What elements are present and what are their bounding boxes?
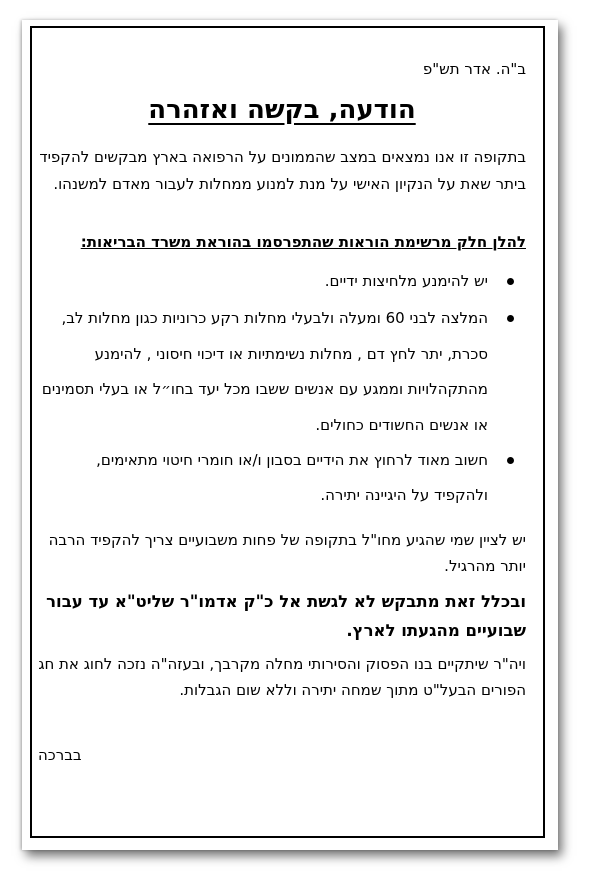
- instructions-list: [38, 264, 526, 513]
- list-item: [38, 301, 526, 443]
- page-title: הודעה, בקשה ואזהרה: [148, 95, 416, 125]
- closing-paragraph: ויה"ר שיתקיים בנו הפסוק והסירותי מחלה מקרבך, ובעזה"ה נזכה לחוג את חג הפורים הבעל"ט מתוך שמחה יתירה וללא שום הגבלות.: [38, 655, 526, 699]
- note-paragraph: יש לציין שמי שהגיע מחו"ל בתקופה של פחות משבועיים צריך להקפיד הרבה יותר מהרגיל.: [48, 531, 526, 575]
- signature: בברכה: [38, 746, 82, 764]
- list-item: [38, 443, 526, 513]
- list-item-text: המלצה לבני 60 ומעלה ולבעלי מחלות רקע כרוניות כגון מחלות לב, סכרת, יתר לחץ דם , מחלות נשימתיות או דיכוי חיסוני , להימנע מהתקהלויות וממגע עם אנשים ששבו מכל יעד בחו״ל או בעלי תסמינים או אנשים החשודים כחולים.: [41, 309, 488, 434]
- instructions-heading: להלן חלק מרשימת הוראות שהתפרסמו בהוראת משרד הבריאות:: [80, 233, 526, 251]
- bullet-icon: [507, 278, 514, 285]
- list-item: [38, 264, 526, 299]
- list-item-text: יש להימנע מלחיצות ידיים.: [324, 272, 488, 290]
- bullet-icon: [507, 457, 514, 464]
- bullet-icon: [507, 315, 514, 322]
- bold-request-paragraph: ובכלל זאת מתבקש לא לגשת אל כ"ק אדמו"ר שליט"א עד עבור שבועיים מהגעתו לארץ.: [46, 592, 526, 640]
- list-item-text: חשוב מאוד לרחוץ את הידיים בסבון ו/או חומרי חיטוי מתאימים, ולהקפיד על היגיינה יתירה.: [96, 451, 488, 504]
- date-line: ב"ה. אדר תש"פ: [422, 60, 526, 78]
- intro-paragraph: בתקופה זו אנו נמצאים במצב שהממונים על הרפואה בארץ מבקשים להקפיד ביתר שאת על הנקיון האישי על מנת למנוע ממחלות לעבור מאדם למשנהו.: [39, 148, 526, 193]
